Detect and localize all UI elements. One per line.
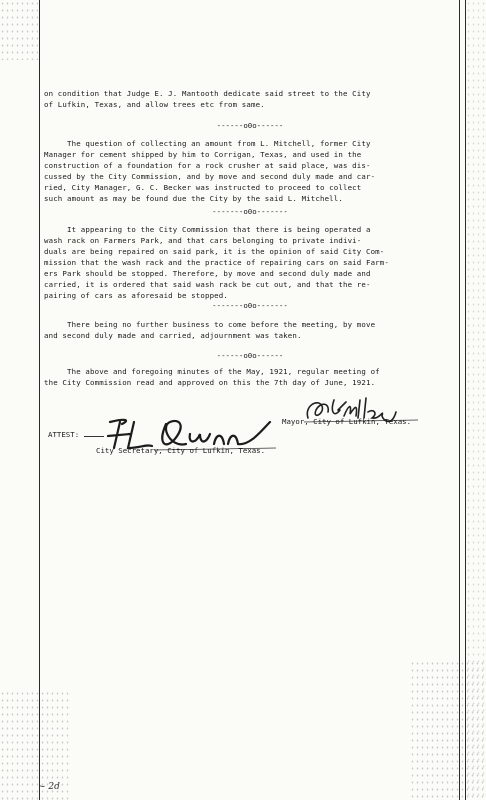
minutes-paragraph-mitchell: The question of collecting an amount from L. Mitchell, former City Manager for cement shipped by him to Corrigan, Texas, and used in the construction of a foundation for a rock crusher at said place, was dis- cussed by the City Commission, and by move and second duly made and car- ried, City Manager, G. C. Becker was instructed to proceed to collect such amount as may be found due the City by the said L. Mitchell. (44, 139, 376, 203)
mayor-title: Mayor, City of Lufkin, Texas. (282, 417, 412, 426)
minutes-paragraph-adjournment: There being no further business to come before the meeting, by move and second duly made and carried, adjournment was taken. (44, 320, 376, 340)
minutes-approval-paragraph: The above and foregoing minutes of the May, 1921, regular meeting of the City Commission read and approved on this the 7th day of June, 1921. (44, 367, 380, 387)
page-footer-mark: ~ 2d (38, 782, 60, 792)
right-margin-rule-outer (465, 0, 466, 800)
minutes-paragraph-wash-rack: It appearing to the City Commission that there is being operated a wash rack on Farmers Park, and that cars belonging to private indivi- duals are being repaired on said park, it is the opinion of said City Com- mission that the wash rack and the practice of repairing cars on said Farm- ers Park should be stopped. Therefore, by move and second duly made and carried, it is ordered that said wash rack be cut out, and that the re- pairing of cars as aforesaid be stopped. (44, 225, 389, 300)
scan-noise (0, 0, 38, 60)
section-divider: -------o0o------- (212, 301, 288, 310)
scan-noise (466, 0, 486, 800)
minutes-paragraph-street: on condition that Judge E. J. Mantooth dedicate said street to the City of Lufkin, Texas, and allow trees etc from same. (44, 89, 371, 109)
section-divider: ------o0o------ (216, 121, 284, 130)
attest-label: ATTEST: (48, 430, 80, 439)
section-divider: -------o0o------- (212, 207, 288, 216)
secretary-title: City Secretary, City of Lufkin, Texas. (96, 446, 266, 455)
section-divider: ------o0o------ (216, 351, 284, 360)
left-margin-rule (39, 0, 40, 800)
right-margin-rule (459, 0, 460, 800)
